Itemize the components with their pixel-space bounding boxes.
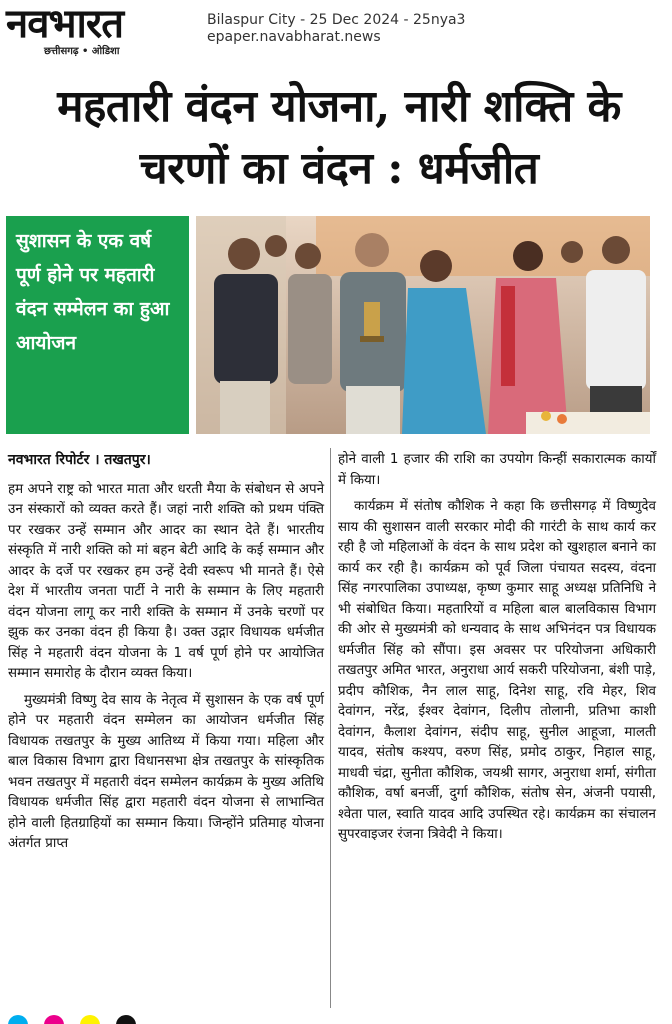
registration-dot-magenta [44, 1015, 64, 1024]
logo-subtitle: छत्तीसगढ़ • ओडिशा [44, 46, 120, 57]
column-divider [330, 448, 331, 1008]
registration-dot-yellow [80, 1015, 100, 1024]
edition-info [207, 12, 465, 46]
article-headline: महतारी वंदन योजना, नारी शक्ति के चरणों का वंदन : धर्मजीत [57, 81, 621, 194]
paragraph: होने वाली 1 हजार की राशि का उपयोग किन्हीं सकारात्मक कार्यों में किया। [338, 452, 656, 488]
subhead-text: सुशासन के एक वर्ष पूर्ण होने पर महतारी वंदन सम्मेलन का हुआ आयोजन [16, 230, 170, 354]
paragraph: कार्यक्रम में संतोष कौशिक ने कहा कि छत्तीसगढ़ में विष्णुदेव साय की सुशासन वाली सरकार मोदी की गारंटी के साथ कार्य कर रही है जो महिलाओं के वंदन के साथ प्रदेश को खुशहाल बनाने का कार्य कर रही है। कार्यक्रम को पूर्व जिला पंचायत सदस्य, वंदना सिंह नगरपालिका उपाध्यक्ष, कृष्ण कुमार साहू अध्यक्ष प्रतिनिधि ने भी संबोधित किया। महतारियों व महिला बाल बालविकास विभाग की ओर से मुख्यमंत्री को धन्यवाद के साथ अभिनंदन पत्र विधायक धर्मजीत सिंह को सौंपा। इस अवसर पर परियोजना अधिकारी तखतपुर अमित भारत, अनुराधा आर्य सकरी परियोजना, बंशी पाड़े, प्रदीप कौशिक, नैन लाल साहू, दिनेश साहू, रवि मेहर, शिव देवांगन, नरेंद्र, ईश्वर देवांगन, दिलीप तोलानी, प्रतिभा काशी देवांगन, कैलाश देवांगन, संदीप साहू, सुनील आहूजा, मालती यादव, संतोष कश्यप, वरुण सिंह, प्रमोद ठाकुर, निहाल साहू, माधवी चंद्रा, सुनीता कौशिक, जयश्री सागर, अनुराधा शर्मा, संगीता कौशिक, वर्षा बनर्जी, दुर्गा कौशिक, संतोष सेन, अंजनी पयासी, श्वेता पाल, स्वाति यादव आदि उपस्थित रहे। कार्यक्रम का संचालन सुपरवाइजर रंजना त्रिवेदी ने किया। [338, 499, 656, 842]
article-column-right [338, 450, 656, 846]
photo-group-felicitation-icon [196, 216, 650, 434]
print-registration-marks [8, 1015, 148, 1024]
subhead-box [6, 216, 189, 434]
logo-title: नवभारत [6, 0, 124, 47]
byline: नवभारत रिपोर्टर । तखतपुर। [8, 452, 151, 468]
registration-dot-cyan [8, 1015, 28, 1024]
event-photo [196, 216, 650, 434]
edition-line: Bilaspur City - 25 Dec 2024 - 25nya3 [207, 12, 466, 28]
newspaper-logo [6, 2, 186, 62]
epaper-site: epaper.navabharat.news [207, 29, 381, 45]
paragraph: हम अपने राष्ट्र को भारत माता और धरती मैया के संबोधन से अपने उन संस्कारों को व्यक्त करते हैं। जहां नारी शक्ति को प्रथम पंक्ति पर रखकर उन्हें सम्मान और आदर का स्थान देते हैं। भारतीय संस्कृति में नारी शक्ति को मां बहन बेटी आदि के कई सम्मान और आदर के दर्जे पर रखकर हम उन्हें देवी स्वरूप भी मानते हैं। ऐसे देश में भारतीय जनता पार्टी ने नारी के सम्मान के लिए महतारी वंदन योजना लागू कर नारी शक्ति के सम्मान में उनके चरणों पर झुक कर उनका वंदन ही किया है। उक्त उद्गार विधायक धर्मजीत सिंह ने महतारी वंदन योजना के 1 वर्ष पूर्ण होने पर आयोजित सम्मान समारोह के दौरान व्यक्त किया। [8, 481, 324, 681]
registration-dot-black [116, 1015, 136, 1024]
article-column-left [8, 450, 324, 855]
paragraph: मुख्यमंत्री विष्णु देव साय के नेतृत्व में सुशासन के एक वर्ष पूर्ण होने पर महतारी वंदन सम्मेलन का आयोजन धर्मजीत सिंह विधायक तखतपुर के मुख्य आतिथ्य में किया गया। महिला और बाल विकास विभाग द्वारा विधानसभा क्षेत्र तखतपुर के सांस्कृतिक भवन तखतपुर में महतारी वंदन सम्मेलन कार्यक्रम के मुख्य अतिथि विधायक धर्मजीत सिंह द्वारा महतारी वंदन योजना से लाभान्वित होने वाली हितग्राहियों का सम्मान किया। जिन्होंने प्रतिमाह योजना अंतर्गत प्राप्त [8, 692, 324, 851]
masthead [0, 0, 672, 66]
